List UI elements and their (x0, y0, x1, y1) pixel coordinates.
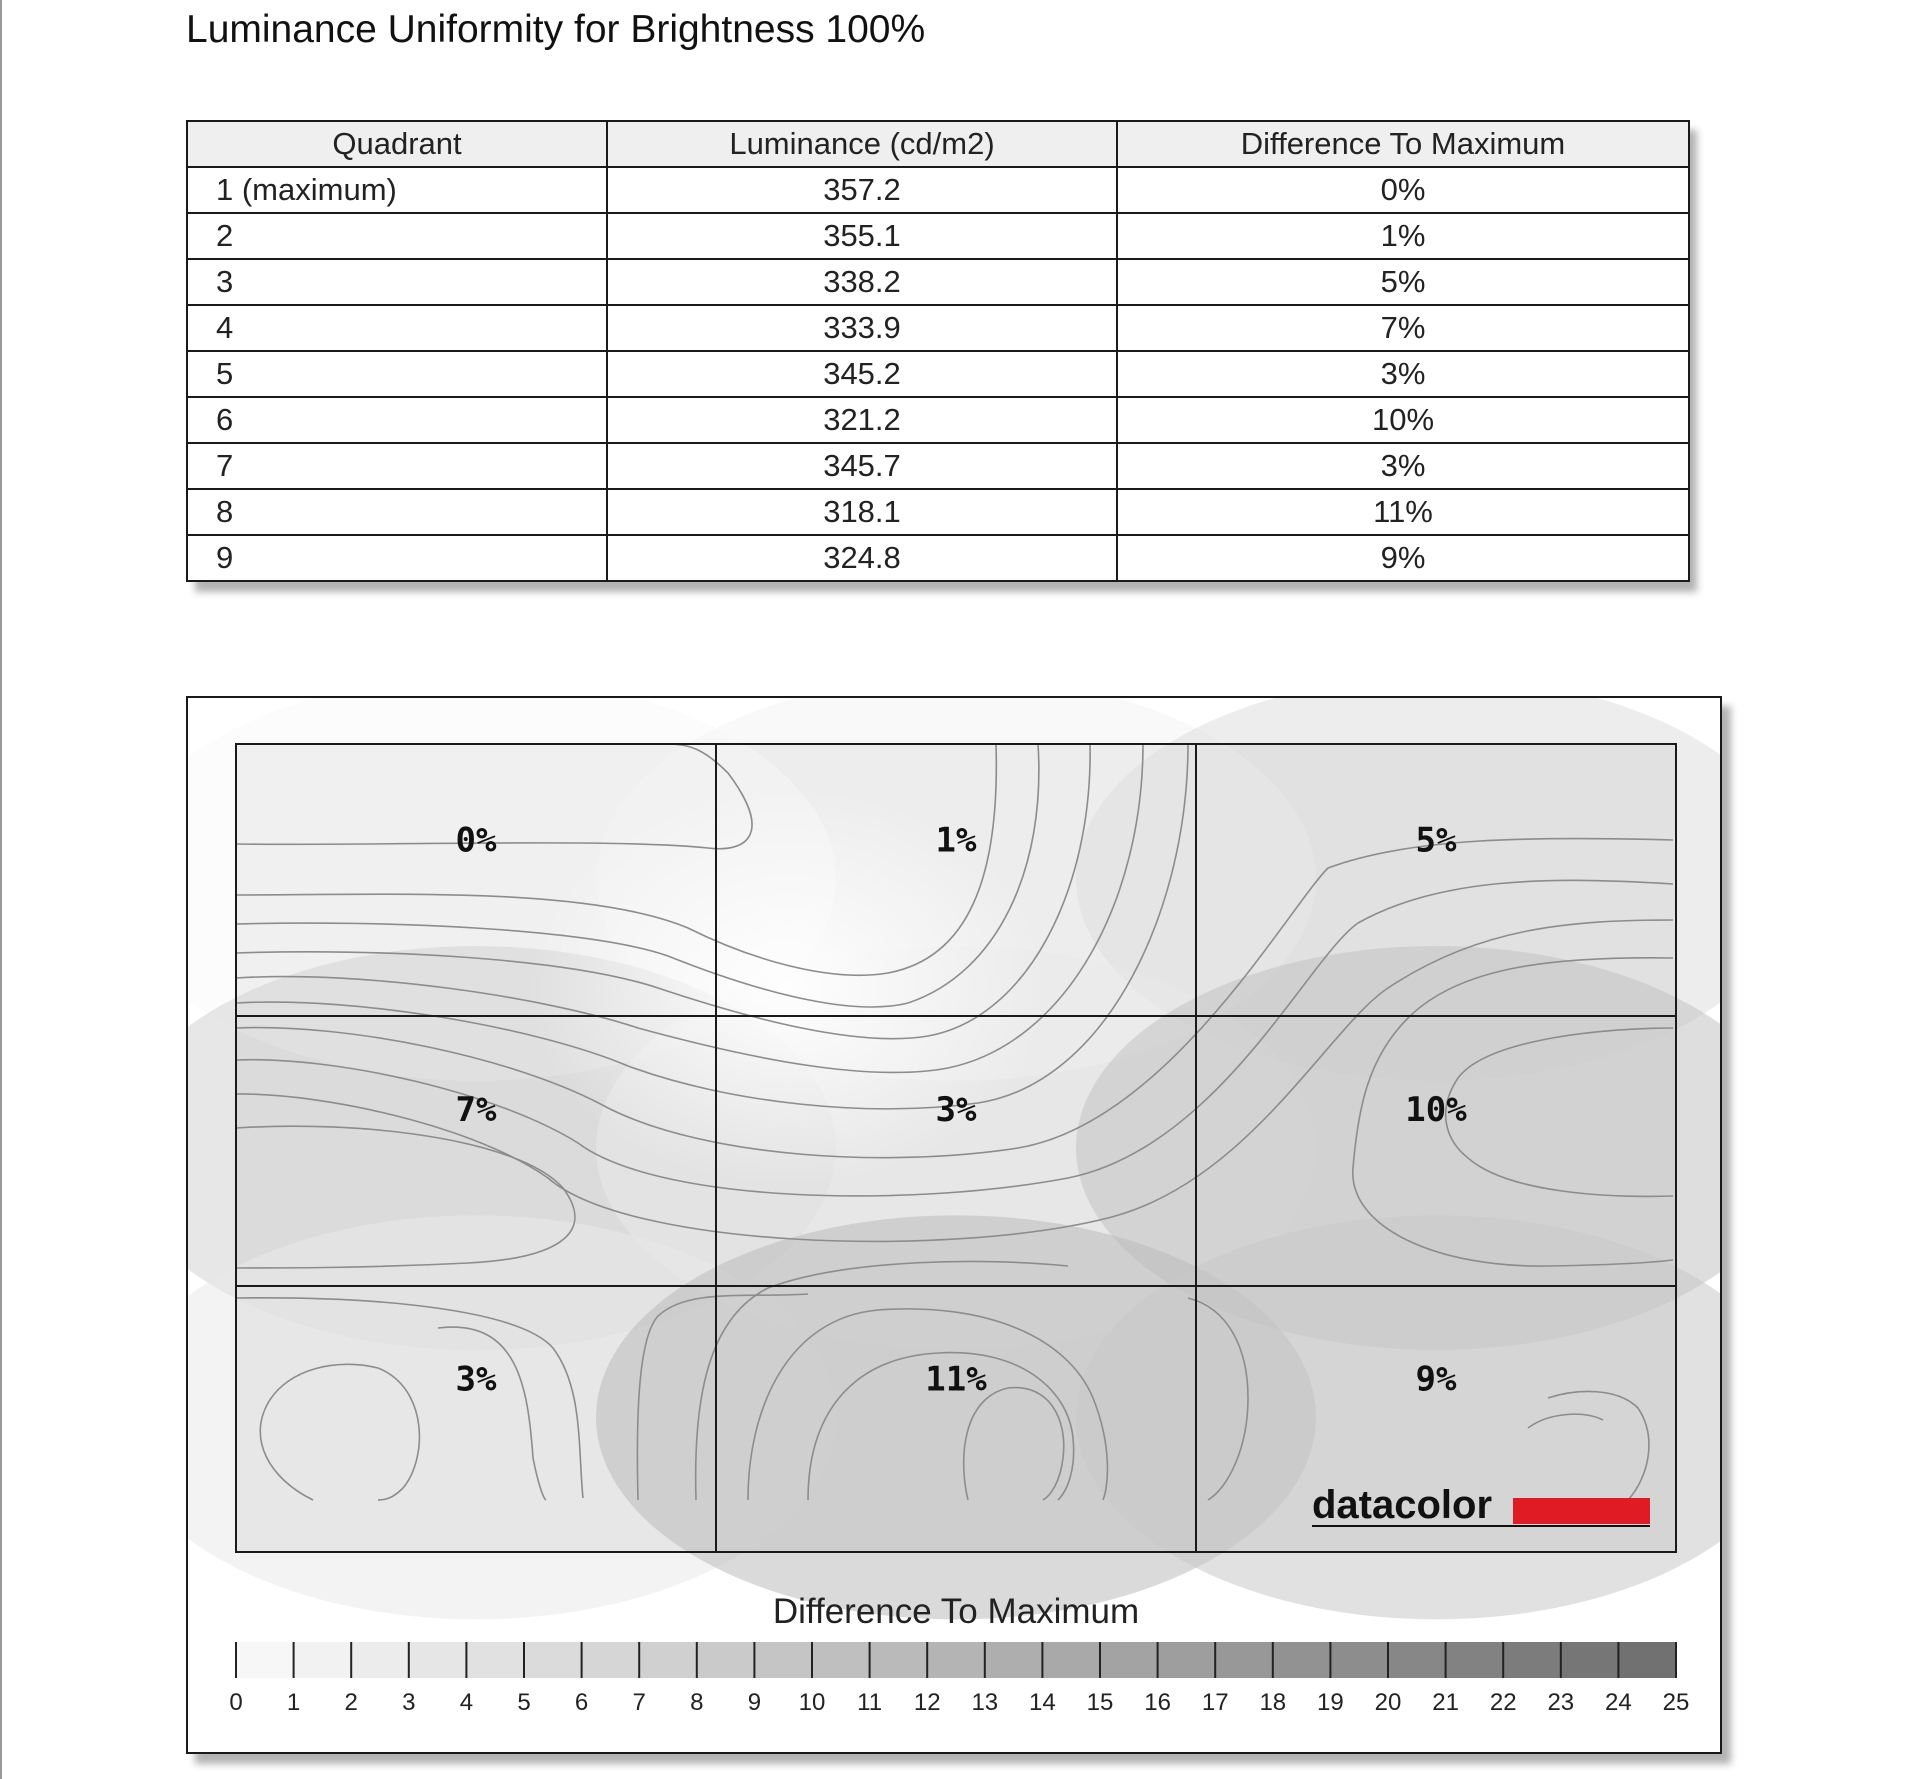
colorbar-tick-label: 15 (1086, 1689, 1114, 1716)
colorbar-segment (1215, 1642, 1273, 1678)
luminance-cell: 333.9 (607, 305, 1117, 351)
colorbar-segment (351, 1642, 409, 1678)
table-row (187, 305, 1689, 351)
table-row (187, 167, 1689, 213)
cell-value-label: 3% (455, 1359, 497, 1400)
cell-value-label: 10% (1405, 1090, 1467, 1131)
difference-cell: 3% (1117, 443, 1689, 489)
colorbar-tick-label: 9 (747, 1689, 762, 1716)
colorbar-tick-label: 22 (1489, 1689, 1517, 1716)
cell-value-label: 9% (1415, 1359, 1457, 1400)
luminance-cell: 345.7 (607, 443, 1117, 489)
colorbar-tick-label: 17 (1201, 1689, 1229, 1716)
colorbar-segment (1273, 1642, 1331, 1678)
uniformity-chart-frame (186, 696, 1722, 1754)
difference-cell: 5% (1117, 259, 1689, 305)
difference-cell: 10% (1117, 397, 1689, 443)
quadrant-cell: 3 (187, 259, 607, 305)
quadrant-cell: 6 (187, 397, 607, 443)
colorbar-segment (870, 1642, 928, 1678)
logo-red-bar (1513, 1498, 1650, 1524)
uniformity-chart (188, 698, 1720, 1752)
quadrant-cell: 4 (187, 305, 607, 351)
colorbar-segment (466, 1642, 524, 1678)
colorbar-tick-label: 14 (1029, 1689, 1056, 1716)
colorbar-tick-label: 10 (798, 1689, 826, 1716)
cell-value-label: 5% (1415, 820, 1457, 861)
colorbar-segment (1158, 1642, 1216, 1678)
colorbar-segment (697, 1642, 755, 1678)
colorbar-segment (927, 1642, 985, 1678)
colorbar-segment (1100, 1642, 1158, 1678)
colorbar-segment (1503, 1642, 1561, 1678)
colorbar-tick-label: 25 (1662, 1689, 1690, 1716)
luminance-cell: 355.1 (607, 213, 1117, 259)
colorbar-tick-label: 3 (402, 1689, 416, 1716)
colorbar-tick-label: 13 (971, 1689, 999, 1716)
table-row (187, 489, 1689, 535)
column-header-quadrant: Quadrant (187, 121, 607, 167)
colorbar-segment (985, 1642, 1043, 1678)
cell-value-label: 1% (935, 820, 977, 861)
colorbar-segment (1618, 1642, 1676, 1678)
colorbar-tick-label: 24 (1605, 1689, 1632, 1716)
difference-cell: 11% (1117, 489, 1689, 535)
column-header-luminance: Luminance (cd/m2) (607, 121, 1117, 167)
colorbar-tick-label: 23 (1547, 1689, 1575, 1716)
colorbar-segment (1042, 1642, 1100, 1678)
luminance-cell: 338.2 (607, 259, 1117, 305)
colorbar-tick-label: 20 (1374, 1689, 1402, 1716)
luminance-table-container (186, 120, 1688, 582)
quadrant-cell: 1 (maximum) (187, 167, 607, 213)
difference-cell: 1% (1117, 213, 1689, 259)
luminance-cell: 321.2 (607, 397, 1117, 443)
luminance-cell: 324.8 (607, 535, 1117, 581)
colorbar-tick-label: 6 (574, 1689, 589, 1716)
quadrant-cell: 7 (187, 443, 607, 489)
colorbar-tick-label: 18 (1259, 1689, 1287, 1716)
colorbar-tick-label: 19 (1317, 1689, 1344, 1716)
colorbar-tick-label: 2 (344, 1689, 358, 1716)
table-row (187, 397, 1689, 443)
cell-value-label: 3% (935, 1090, 977, 1131)
luminance-cell: 345.2 (607, 351, 1117, 397)
colorbar-tick-label: 5 (517, 1689, 531, 1716)
difference-cell: 3% (1117, 351, 1689, 397)
colorbar-segment (409, 1642, 467, 1678)
cell-value-label: 0% (455, 820, 497, 861)
colorbar-segment (1446, 1642, 1504, 1678)
colorbar-tick-label: 11 (857, 1689, 883, 1716)
colorbar (229, 1642, 1689, 1716)
table-row (187, 443, 1689, 489)
page-title: Luminance Uniformity for Brightness 100% (186, 8, 926, 51)
colorbar-tick-label: 12 (913, 1689, 941, 1716)
quadrant-cell: 9 (187, 535, 607, 581)
colorbar-tick-label: 4 (459, 1689, 474, 1716)
quadrant-cell: 5 (187, 351, 607, 397)
luminance-cell: 318.1 (607, 489, 1117, 535)
difference-cell: 0% (1117, 167, 1689, 213)
quadrant-cell: 8 (187, 489, 607, 535)
page-left-border (0, 0, 2, 1779)
quadrant-cell: 2 (187, 213, 607, 259)
colorbar-tick-label: 21 (1432, 1689, 1459, 1716)
column-header-difference: Difference To Maximum (1117, 121, 1689, 167)
difference-cell: 9% (1117, 535, 1689, 581)
colorbar-segment (1561, 1642, 1619, 1678)
cell-value-label: 11% (925, 1359, 987, 1400)
colorbar-tick-label: 8 (690, 1689, 704, 1716)
luminance-table (186, 120, 1690, 582)
colorbar-segment (236, 1642, 294, 1678)
cell-value-label: 7% (455, 1090, 497, 1131)
table-header-row (187, 121, 1689, 167)
colorbar-segment (294, 1642, 352, 1678)
table-row (187, 213, 1689, 259)
table-row (187, 259, 1689, 305)
table-row (187, 535, 1689, 581)
colorbar-segment (1330, 1642, 1388, 1678)
colorbar-segment (524, 1642, 582, 1678)
colorbar-title: Difference To Maximum (772, 1592, 1140, 1631)
colorbar-tick-label: 16 (1144, 1689, 1171, 1716)
colorbar-segment (639, 1642, 697, 1678)
colorbar-segment (754, 1642, 812, 1678)
logo-text: datacolor (1312, 1483, 1493, 1527)
colorbar-tick-label: 0 (229, 1689, 243, 1716)
difference-cell: 7% (1117, 305, 1689, 351)
luminance-cell: 357.2 (607, 167, 1117, 213)
colorbar-tick-label: 7 (632, 1689, 646, 1716)
colorbar-segment (582, 1642, 640, 1678)
colorbar-segment (812, 1642, 870, 1678)
colorbar-tick-label: 1 (286, 1689, 301, 1716)
table-row (187, 351, 1689, 397)
colorbar-segment (1388, 1642, 1446, 1678)
